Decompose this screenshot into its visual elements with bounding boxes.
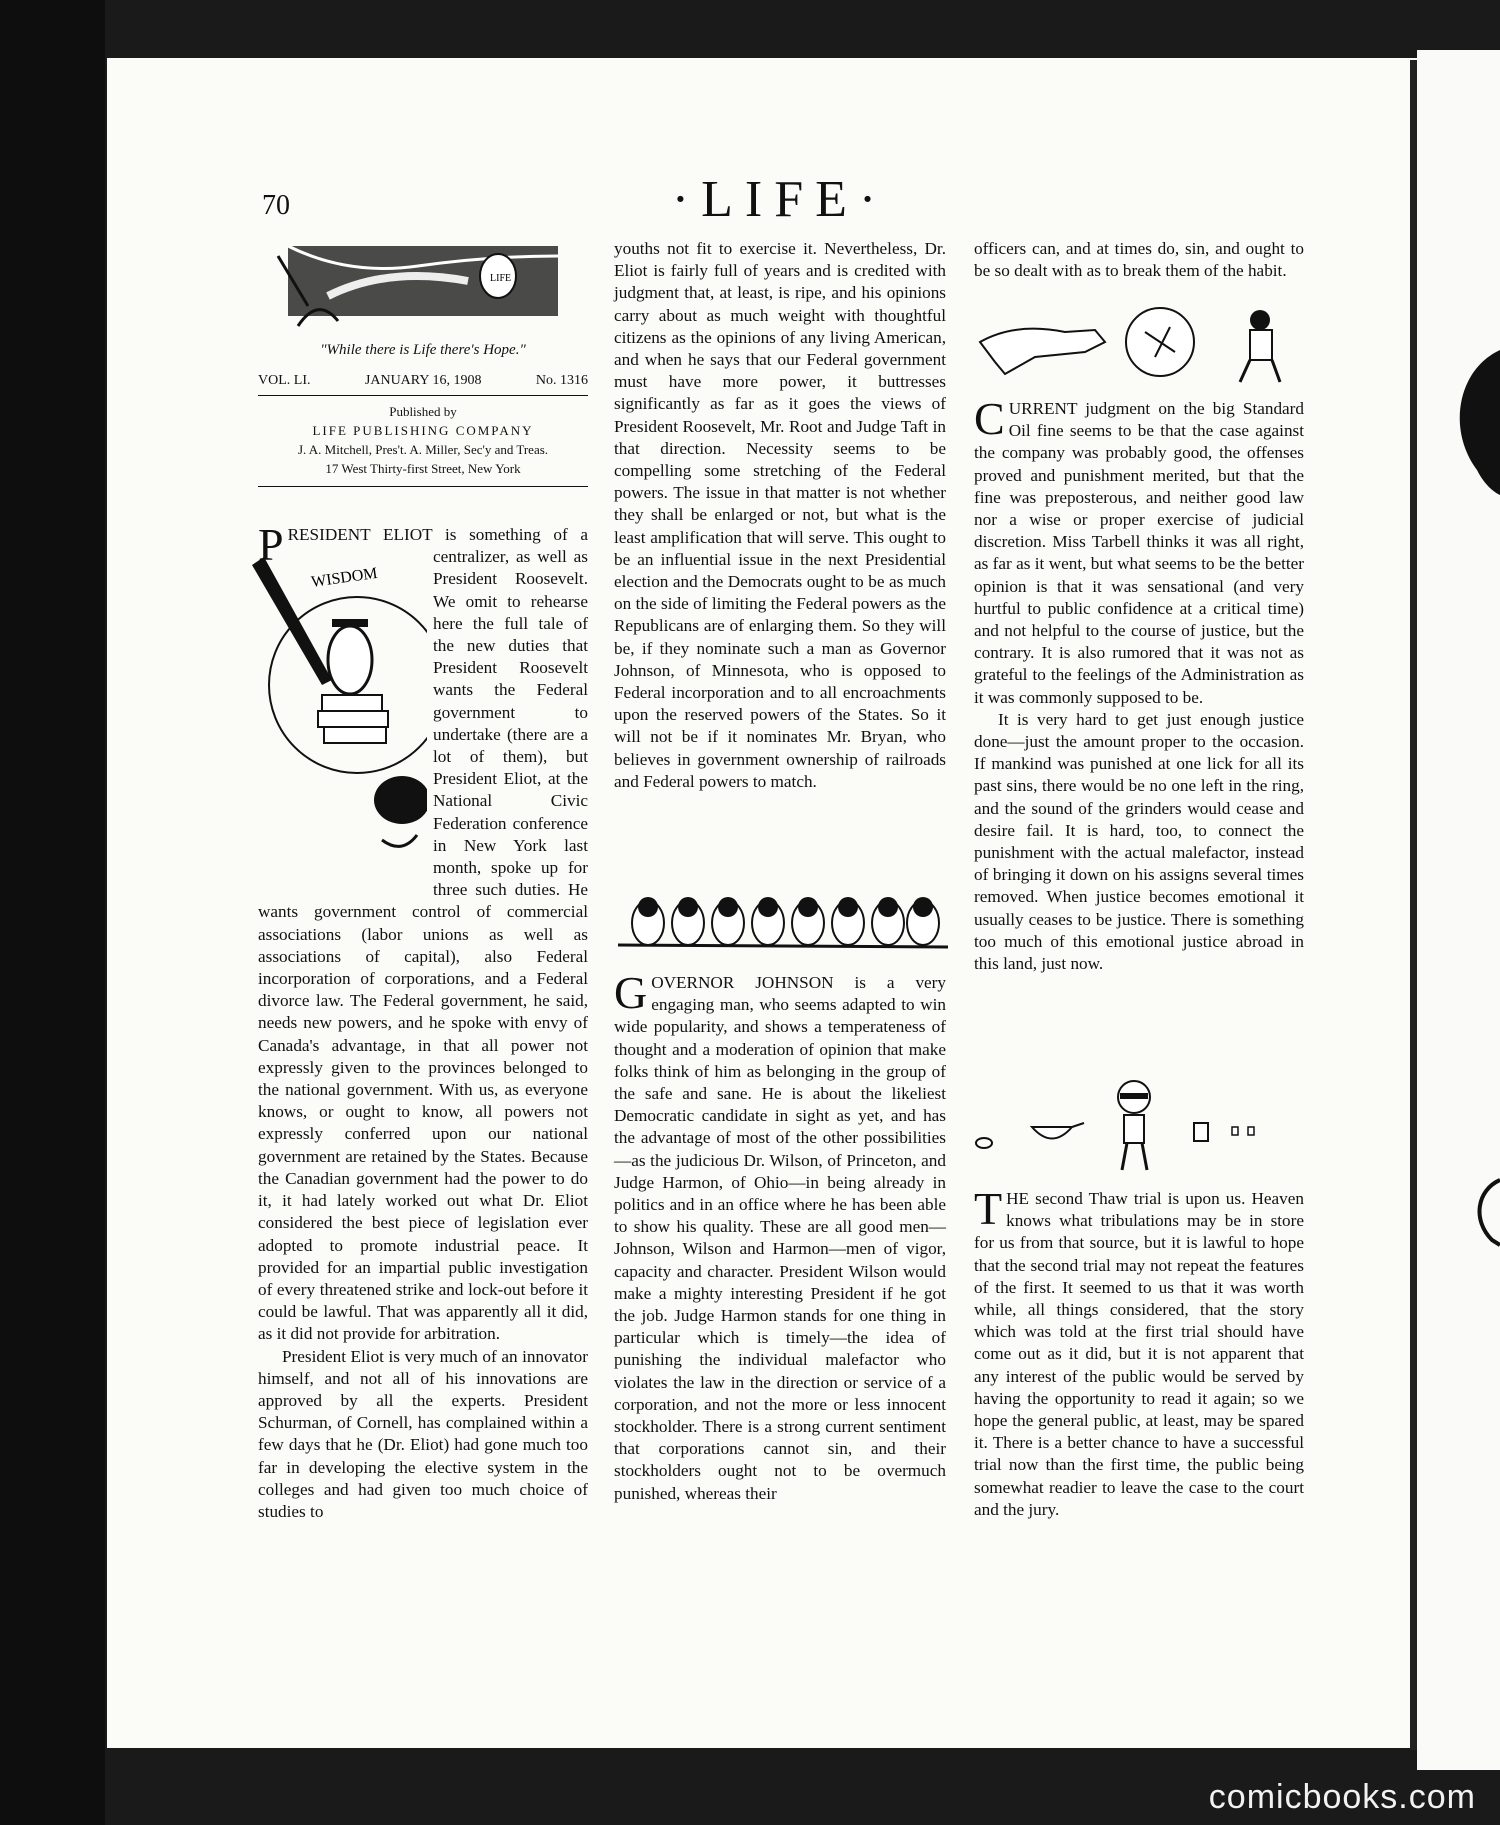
- dropcap-t: T: [974, 1183, 1003, 1234]
- publisher-officers: J. A. Mitchell, Pres't. A. Miller, Sec'y and Treas.: [297, 442, 549, 457]
- published-by-label: Published by: [389, 404, 457, 419]
- federal-powers-paragraph: youths not fit to exercise it. Nevertheless, Dr. Eliot is fairly full of years and is credited with judgment that, at least, is ripe, and his opinions carry about as much weight with thoughtful citizens as the opinions of any living American, and when he says that our Federal government must have more power, it buttresses significantly as far as it goes the views of President Roosevelt, Mr. Root and Judge Taft in that direction. Necessity seems to be compelling some stretching of the Federal powers. The issue in that matter is not whether they shall be enlarged or not, but what is the least amplification that will serve. This ought to be an influential issue in the next Presidential election and the Democrats ought to be as much on the side of limiting the Federal powers as the Republicans are of enlarging them. So they will be, if they nominate such a man as Governor Johnson, of Minnesota, who is opposed to Federal incorporation and to all encroachments upon the reserved powers of the States. So it will not be if it nominates Mr. Bryan, who believes in government ownership of railroads and Federal powers to match.: [614, 239, 946, 791]
- masthead-title: ·LIFE·: [671, 171, 889, 228]
- facing-page-drawing: [1417, 50, 1500, 1770]
- article-thaw-trial: [974, 1183, 1304, 1521]
- eliot-paragraph-1: RESIDENT ELIOT is something of a centralizer, as well as President Roosevelt. We omit to rehearse here the full tale of the new duties that President Roosevelt wants the Federal government to undertake (there are a lot of them), but President Eliot, at the National Civic Federation conference in New York last month, spoke up for three such duties. He wants government control of commercial associations (labor unions as well as associations of capital), also Federal incorporation of corporations, and a Federal divorce law. The Federal government, he said, needs new powers, and he spoke with envy of Canada's advantage, in that all power not expressly given to the provinces belonged to the national government. With us, as everyone knows, or ought to know, all powers not expressly conferred upon our national government are retained by the States. Because the Canadian government had the power to do it, it had lately worked out what Dr. Eliot considered the best piece of legislation ever adopted to promote industrial peace. It provided for an impartial public investigation of every threatened strike and lock-out before it could be lawful. That was apparently all it did, as it did not provide for arbitration.: [258, 525, 588, 1344]
- article-president-eliot: [258, 519, 588, 1523]
- justice-figure-illustration: [972, 1075, 1302, 1180]
- publisher-name: LIFE PUBLISHING COMPANY: [312, 423, 534, 438]
- dropcap-p: P: [258, 519, 284, 570]
- dropcap-g: G: [614, 967, 648, 1018]
- masthead-motto: "While there is Life there's Hope.": [320, 342, 526, 358]
- standard-oil-paragraph-1: URRENT judgment on the big Standard Oil fine seems to be that the case against the company was probably good, the offenses proved and punishment merited, but that the fine was preposterous, and neither good law nor a wise or proper exercise of judicial discretion. Miss Tarbell thinks it was all right, as far as it went, but what seems to be the better opinion is that it was sensational (and very hurtful to public confidence at a critical time) and not helpful to the course of justice, but the contrary. It is also rumored that it was not as grateful to the feelings of the Administration as it was commonly supposed to be.: [974, 399, 1304, 707]
- editorial-header: [258, 236, 588, 487]
- eliot-paragraph-2: President Eliot is very much of an innovator himself, and not all of his innovations are approved by all the experts. President Schurman, of Cornell, has complained within a few days that he (Dr. Eliot) had gone much too far in developing the elective system in the colleges and had given too much choice of studies to: [258, 1346, 588, 1521]
- publisher-info: [258, 402, 588, 487]
- article-officers-continued: [974, 238, 1304, 282]
- publisher-address: 17 West Thirty-first Street, New York: [325, 461, 521, 476]
- birds-on-branch-illustration: [618, 885, 948, 960]
- officers-paragraph: officers can, and at times do, sin, and ought to be so dealt with as to break them of the habit.: [974, 239, 1304, 281]
- page-number: 70: [262, 190, 290, 221]
- article-governor-johnson: [614, 967, 946, 1505]
- article-standard-oil: [974, 393, 1304, 975]
- standard-oil-paragraph-2: It is very hard to get just enough justice done—just the amount proper to the occasion. If mankind was punished at one lick for all its past sins, there would be no one left in the ring, and the sound of the grinders would cease and desire fail. It is hard, too, to connect the punishment with the actual malefactor, instead of bringing it down on his assigns several times removed. When justice becomes emotional it usually ceases to be justice. There is something too much of this emotional justice abroad in this land, just now.: [974, 709, 1304, 974]
- svg-text:LIFE: LIFE: [490, 273, 512, 284]
- dropcap-c: C: [974, 393, 1005, 444]
- issue-number: No. 1316: [535, 373, 588, 388]
- dog-and-boy-illustration: [975, 302, 1300, 390]
- site-watermark: comicbooks.com: [1208, 1778, 1476, 1816]
- wisdom-label: WISDOM: [310, 564, 379, 591]
- facing-page-edge: [1417, 50, 1500, 1770]
- johnson-paragraph: OVERNOR JOHNSON is a very engaging man, who seems adapted to win wide popularity, and shows a temperateness of thought and a moderation of opinion that make folks think of him as belonging in the group of the safe and sane. He is about the likeliest Democratic candidate in sight as yet, and has the advantage of most of the other possibilities—as the judicious Dr. Wilson, of Princeton, and Judge Harmon, of Ohio—in being already in politics and in an office where he has been able to show his quality. These are all good men—Johnson, Wilson and Harmon—men of vigor, capacity and character. President Wilson would make a mighty interesting President if he got the job. Judge Harmon stands for one thing in particular which is timely—the idea of punishing the individual malefactor who violates the law in the direction or service of a corporation, and not the more or less innocent stockholder. There is a strong current sentiment that corporations cannot sin, and their stockholders ought not to be overmuch punished, whereas their: [614, 973, 946, 1503]
- article-federal-powers-continued: [614, 238, 946, 793]
- scan-border-left: [0, 0, 105, 1825]
- issue-date: JANUARY 16, 1908: [364, 373, 482, 388]
- illustration-wrap-spacer: [258, 608, 433, 898]
- volume-label: VOL. LI.: [258, 373, 311, 388]
- thaw-trial-paragraph: HE second Thaw trial is upon us. Heaven knows what tribulations may be in store for us from that source, but it is lawful to hope that the second trial may not repeat the features of the first. It seemed to us that it was worth while, all things considered, that the story which was told at the first trial should have come out as it did, but it is not apparent that any interest of the public would be served by having the opportunity to read it again; so we hope the general public, at least, may be spared it. There is a better chance to have a successful trial now than the first time, the public being somewhat readier to leave the case to the court and the jury.: [974, 1189, 1304, 1519]
- header-vignette-illustration: [268, 236, 578, 331]
- issue-line: [258, 373, 588, 396]
